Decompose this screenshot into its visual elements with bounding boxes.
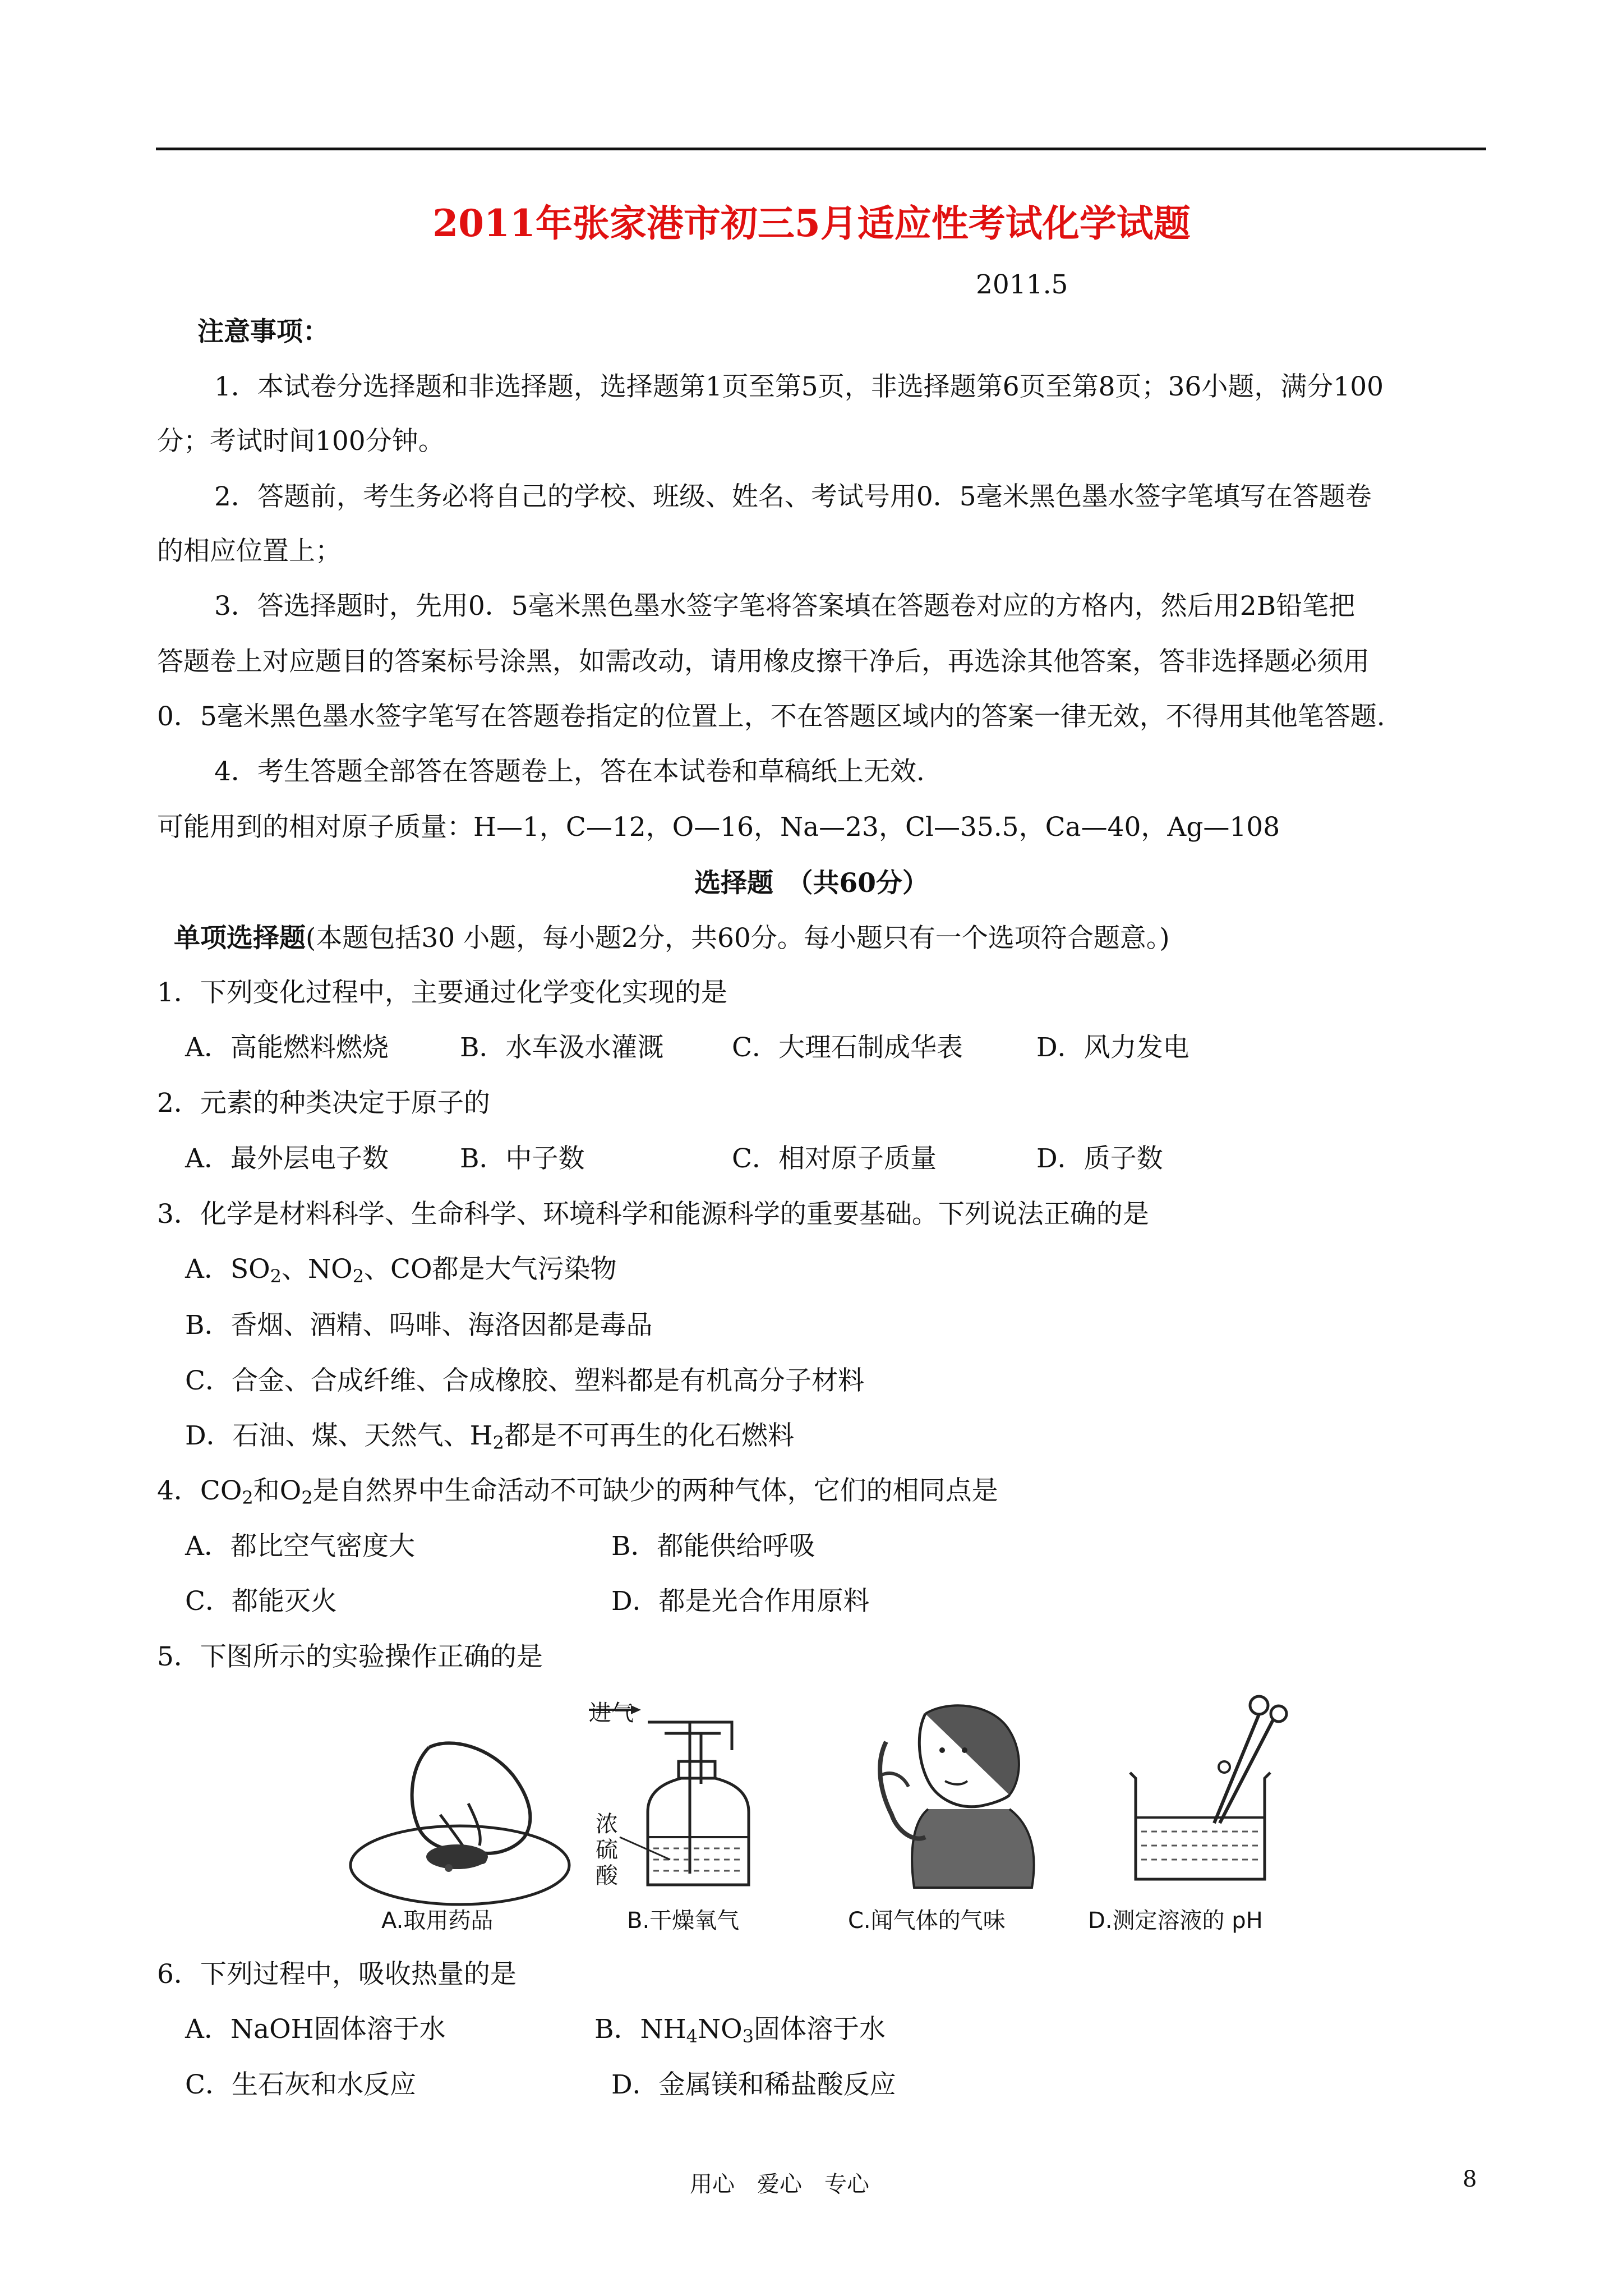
q3-option-d	[185, 1419, 794, 1453]
page-number: 8	[1463, 2166, 1477, 2192]
notice-item-3-line-2: 答题卷上对应题目的答案标号涂黑，如需改动，请用橡皮擦干净后，再选涂其他答案，答非选择题必须用	[157, 646, 1370, 677]
q4-stem-sub1: 2	[242, 1487, 253, 1508]
q3-a-mid: 、NO	[282, 1254, 353, 1285]
q6-stem: 6．下列过程中，吸收热量的是	[157, 1959, 517, 1990]
header-rule	[156, 148, 1486, 150]
q4-option-c: C．都能灭火	[185, 1586, 337, 1617]
exam-date: 2011.5	[976, 269, 1068, 300]
q4-stem-pre: 4．CO	[157, 1475, 242, 1506]
q6-b-pre: B．NH	[594, 2014, 686, 2045]
q6-b-mid: NO	[698, 2014, 743, 2045]
q6-option-b	[594, 2013, 886, 2046]
q3-d-sub: 2	[492, 1432, 505, 1453]
q3-a-post: 、CO都是大气污染物	[364, 1254, 617, 1285]
q4-stem-mid: 和O	[253, 1475, 302, 1506]
q3-d-text: D．石油、煤、天然气、H	[185, 1420, 493, 1451]
q2-option-d: D．质子数	[1036, 1143, 1163, 1174]
notice-item-3-line-1: 3．答选择题时，先用0．5毫米黑色墨水签字笔将答案填在答题卷对应的方格内，然后用2B铅笔把	[214, 591, 1355, 622]
q1-option-a: A．高能燃料燃烧	[185, 1032, 389, 1063]
q3-option-c: C．合金、合成纤维、合成橡胶、塑料都是有机高分子材料	[185, 1365, 864, 1396]
exam-title: 2011年张家港市初三5月适应性考试化学试题	[432, 201, 1191, 245]
q5-acid-label-1: 浓	[596, 1811, 618, 1837]
notice-item-2-line-1: 2．答题前，考生务必将自己的学校、班级、姓名、考试号用0．5毫米黑色墨水签字笔填写在答题卷	[214, 481, 1372, 512]
q4-option-b: B．都能供给呼吸	[611, 1531, 815, 1562]
q1-option-c: C．大理石制成华表	[732, 1032, 963, 1063]
atomic-masses: 可能用到的相对原子质量：H—1，C—12，O—16，Na—23，Cl—35.5，Ca—40，Ag—108	[157, 812, 1280, 843]
q5-inlet-label: 进气	[589, 1700, 634, 1726]
q3-option-a	[185, 1253, 617, 1286]
q1-option-d: D．风力发电	[1036, 1032, 1189, 1063]
q4-stem-post: 是自然界中生命活动不可缺少的两种气体，它们的相同点是	[312, 1475, 998, 1506]
q5-caption-d: D.测定溶液的 pH	[1088, 1908, 1263, 1934]
q2-option-a: A．最外层电子数	[185, 1143, 389, 1174]
q3-a-sub2: 2	[352, 1266, 365, 1287]
q5-figure-a	[345, 1731, 586, 1916]
q5-caption-a: A.取用药品	[381, 1908, 494, 1934]
q6-option-c: C．生石灰和水反应	[185, 2069, 416, 2100]
q6-option-a: A．NaOH固体溶于水	[185, 2014, 446, 2045]
q3-d-post: 都是不可再生的化石燃料	[504, 1420, 795, 1451]
q6-b-post: 固体溶于水	[754, 2014, 886, 2045]
q5-stem: 5．下图所示的实验操作正确的是	[157, 1641, 543, 1672]
notice-item-1-line-1: 1．本试卷分选择题和非选择题，选择题第1页至第5页，非选择题第6页至第8页；36小题，满分100	[214, 371, 1384, 402]
q4-stem-sub2: 2	[301, 1487, 313, 1508]
q5-acid-label-2: 硫	[596, 1837, 618, 1863]
q2-option-b: B．中子数	[460, 1143, 585, 1174]
notice-item-1-line-2: 分；考试时间100分钟。	[157, 426, 445, 457]
q6-option-d: D．金属镁和稀盐酸反应	[611, 2069, 896, 2100]
section-instr-bold: 单项选择题	[174, 923, 306, 954]
q5-figure-d	[1119, 1688, 1304, 1896]
notice-item-3-line-3: 0．5毫米黑色墨水签字笔写在答题卷指定的位置上，不在答题区域内的答案一律无效，不得用其他笔答题.	[157, 701, 1385, 732]
q3-a-text: A．SO	[185, 1254, 270, 1285]
q3-option-b: B．香烟、酒精、吗啡、海洛因都是毒品	[185, 1310, 653, 1341]
q1-stem: 1．下列变化过程中，主要通过化学变化实现的是	[157, 977, 727, 1008]
q4-option-d: D．都是光合作用原料	[611, 1586, 870, 1617]
q6-b-sub2: 3	[742, 2026, 754, 2047]
notice-item-2-line-2: 的相应位置上；	[157, 536, 342, 567]
q3-a-sub1: 2	[270, 1266, 282, 1287]
q2-stem: 2．元素的种类决定于原子的	[157, 1088, 490, 1119]
notice-heading: 注意事项：	[197, 316, 329, 347]
notice-item-4: 4．考生答题全部答在答题卷上，答在本试卷和草稿纸上无效.	[214, 756, 925, 787]
q5-figure-c	[858, 1697, 1043, 1896]
q5-caption-b: B.干燥氧气	[627, 1908, 740, 1934]
section-instr-rest: (本题包括30 小题，每小题2分，共60分。每小题只有一个选项符合题意。)	[306, 923, 1170, 954]
q5-caption-c: C.闻气体的气味	[848, 1908, 1006, 1934]
q6-b-sub1: 4	[686, 2026, 698, 2047]
q2-option-c: C．相对原子质量	[732, 1143, 937, 1174]
section-instructions	[174, 922, 1170, 955]
section-title: 选择题 （共60分）	[694, 868, 929, 899]
q4-option-a: A．都比空气密度大	[185, 1531, 415, 1562]
footer-motto: 用心 爱心 专心	[690, 2171, 869, 2197]
q5-figure-b	[586, 1700, 799, 1907]
q5-acid-label-3: 酸	[596, 1863, 618, 1889]
q4-stem	[157, 1474, 998, 1508]
q3-stem: 3．化学是材料科学、生命科学、环境科学和能源科学的重要基础。下列说法正确的是	[157, 1199, 1149, 1230]
q1-option-b: B．水车汲水灌溉	[460, 1032, 664, 1063]
